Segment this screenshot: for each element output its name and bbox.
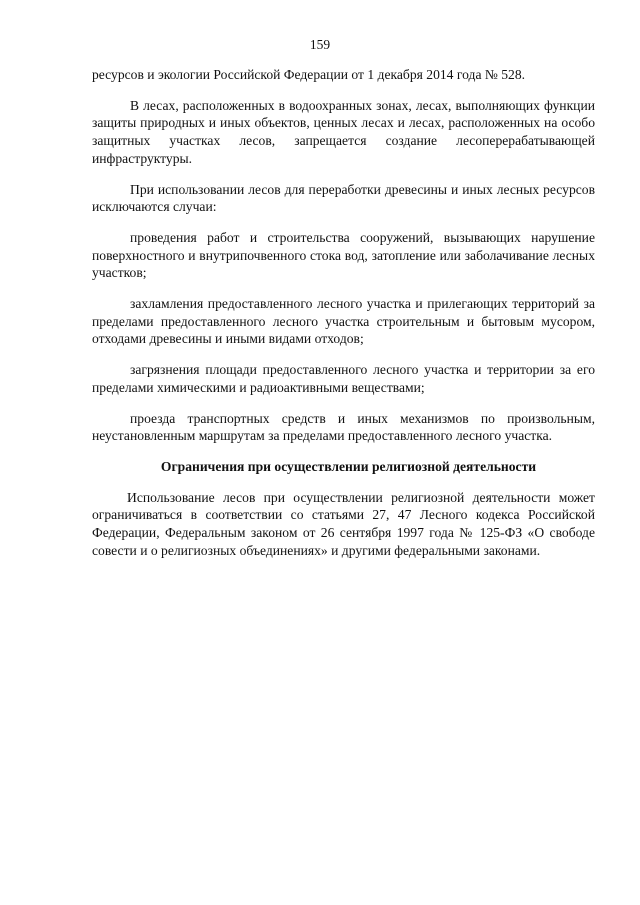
- paragraph-exclusion-littering: захламления предоставленного лесного участка и прилегающих территорий за пределами предоставленного лесного участка строительным и бытовым мусором, отходами древесины и иными видами отходов;: [92, 296, 595, 347]
- paragraph-exclusion-construction: проведения работ и строительства сооружений, вызывающих нарушение поверхностного и внутрипочвенного стока вод, затопление или заболачивание лесных участков;: [92, 229, 595, 281]
- paragraph-exclusion-pollution: загрязнения площади предоставленного лесного участка и территории за его пределами химическими и радиоактивными веществами;: [92, 362, 595, 395]
- section-heading: Ограничения при осуществлении религиозной деятельности: [160, 458, 537, 474]
- paragraph-continuation: ресурсов и экологии Российской Федерации от 1 декабря 2014 года № 528.: [92, 67, 526, 82]
- paragraph-exclusion-vehicles: проезда транспортных средств и иных механизмов по произвольным, неустановленным маршрутам за пределами предоставленного лесного участка.: [92, 410, 595, 444]
- paragraph-exclusions-intro: При использовании лесов для переработки древесины и иных лесных ресурсов исключаются случаи:: [92, 181, 595, 215]
- page-number: 159: [309, 37, 331, 52]
- document-body: [92, 66, 595, 559]
- paragraph-religious-activity: Использование лесов при осуществлении религиозной деятельности может ограничиваться в соответствии со статьями 27, 47 Лесного кодекса Российской Федерации, Федеральным законом от 26 сентября 1997 года № 125-ФЗ «О свободе совести и о религиозных объединениях» и другими федеральными законами.: [92, 489, 595, 558]
- paragraph-water-protection-zones: В лесах, расположенных в водоохранных зонах, лесах, выполняющих функции защиты природных и иных объектов, ценных лесах и лесах, расположенных на особо защитных участках лесов, запрещается создание лесоперерабатывающей инфраструктуры.: [92, 97, 595, 166]
